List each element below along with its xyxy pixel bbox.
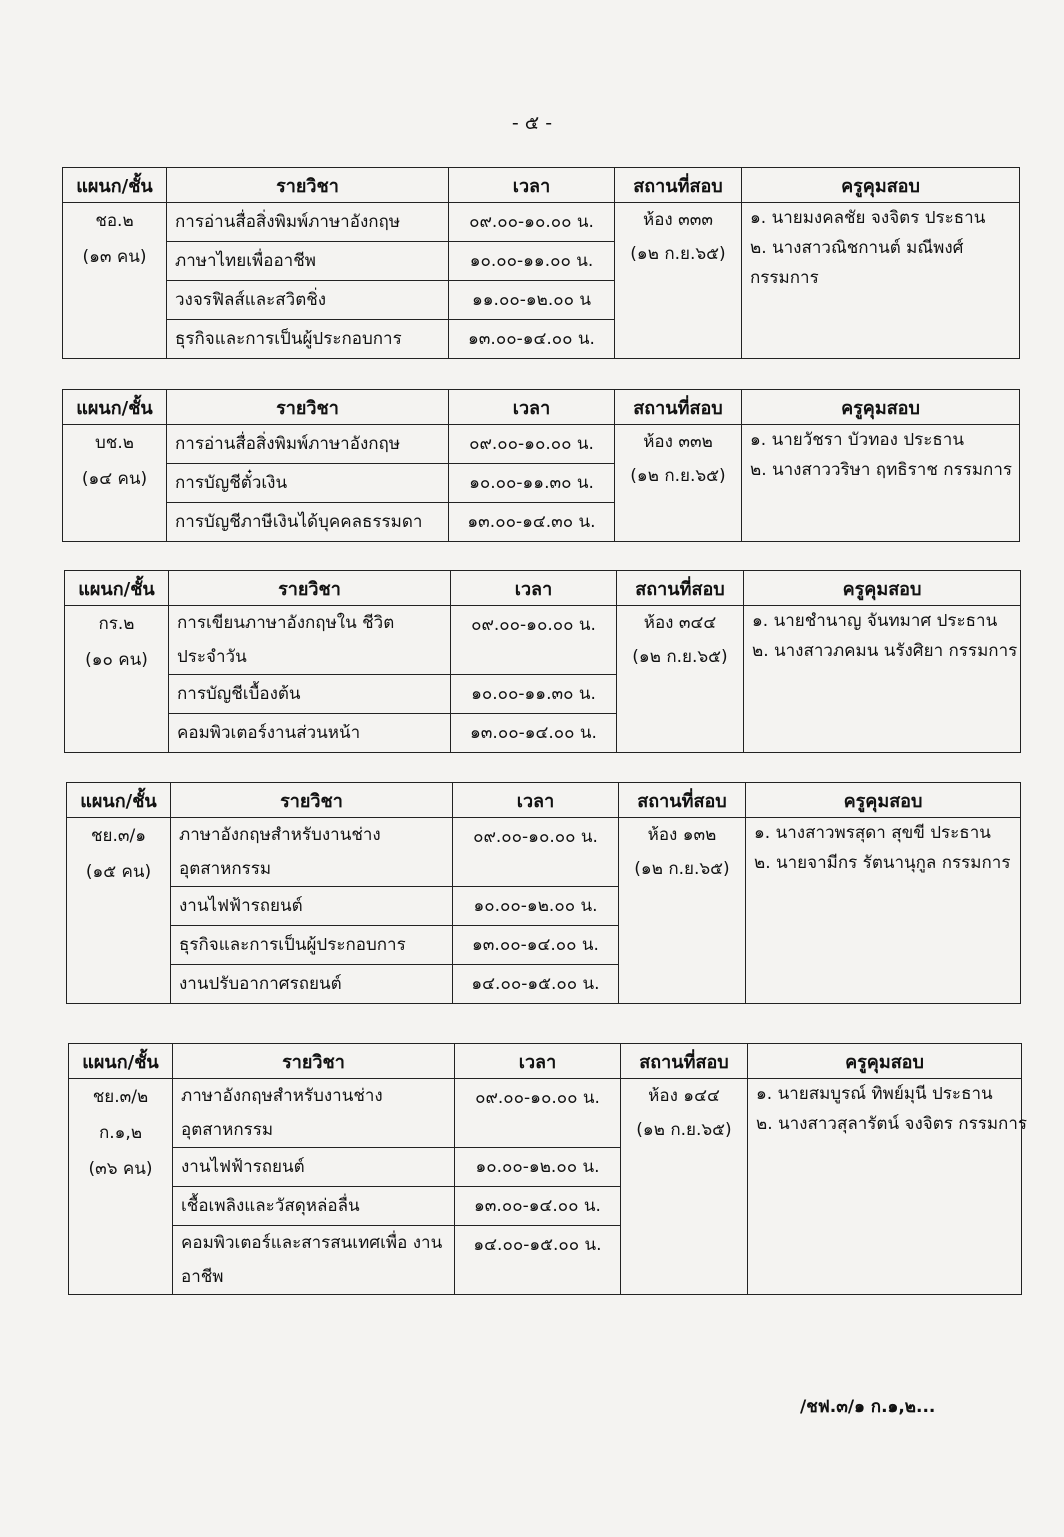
place-line: ห้อง ๓๓๒ bbox=[643, 432, 713, 452]
time-cell: ๑๐.๐๐-๑๑.๐๐ น. bbox=[449, 242, 615, 281]
time-cell: ๑๓.๐๐-๑๔.๐๐ น. bbox=[451, 714, 617, 753]
dept-line: ชย.๓/๑ bbox=[90, 826, 147, 846]
header-row bbox=[67, 783, 1021, 818]
teacher-line: ๒. นางสาวณิชกานต์ มณีพงศ์ bbox=[750, 238, 964, 258]
header-subject: รายวิชา bbox=[167, 168, 449, 203]
header-row bbox=[63, 168, 1020, 203]
time-cell: ๐๙.๐๐-๑๐.๐๐ น. bbox=[455, 1079, 621, 1148]
subject-cell: ภาษาอังกฤษสำหรับงานช่าง อุตสาหกรรม bbox=[171, 818, 453, 887]
subject-cell: ธุรกิจและการเป็นผู้ประกอบการ bbox=[167, 320, 449, 359]
place-line: (๑๒ ก.ย.๖๕) bbox=[632, 647, 728, 667]
dept-cell bbox=[63, 203, 167, 359]
place-cell bbox=[615, 425, 742, 542]
dept-line: (๑๓ คน) bbox=[82, 247, 147, 267]
dept-line: (๑๐ คน) bbox=[85, 650, 148, 670]
time-cell: ๑๔.๐๐-๑๕.๐๐ น. bbox=[455, 1226, 621, 1295]
header-place: สถานที่สอบ bbox=[621, 1044, 748, 1079]
header-place: สถานที่สอบ bbox=[615, 168, 742, 203]
header-subject: รายวิชา bbox=[169, 571, 451, 606]
dept-cell bbox=[65, 606, 169, 753]
time-cell: ๑๓.๐๐-๑๔.๐๐ น. bbox=[449, 320, 615, 359]
teachers-cell bbox=[742, 425, 1020, 542]
dept-line: ชอ.๒ bbox=[95, 211, 134, 231]
teacher-line: ๒. นางสาววริษา ฤทธิราช กรรมการ bbox=[750, 460, 1013, 480]
subject-cell: ธุรกิจและการเป็นผู้ประกอบการ bbox=[171, 926, 453, 965]
teachers-cell bbox=[746, 818, 1021, 1004]
header-teachers: ครูคุมสอบ bbox=[742, 168, 1020, 203]
teacher-line: ๑. นายชำนาญ จันทมาศ ประธาน bbox=[752, 611, 998, 631]
dept-cell bbox=[69, 1079, 173, 1295]
header-teachers: ครูคุมสอบ bbox=[742, 390, 1020, 425]
subject-cell: วงจรฟิลส์และสวิตชิ่ง bbox=[167, 281, 449, 320]
dept-line: กร.๒ bbox=[98, 614, 135, 634]
header-time: เวลา bbox=[455, 1044, 621, 1079]
dept-line: (๓๖ คน) bbox=[88, 1159, 153, 1179]
time-cell: ๑๔.๐๐-๑๕.๐๐ น. bbox=[453, 965, 619, 1004]
time-cell: ๑๓.๐๐-๑๔.๐๐ น. bbox=[453, 926, 619, 965]
time-cell: ๐๙.๐๐-๑๐.๐๐ น. bbox=[453, 818, 619, 887]
header-row bbox=[65, 571, 1021, 606]
place-line: (๑๒ ก.ย.๖๕) bbox=[636, 1120, 732, 1140]
place-cell bbox=[615, 203, 742, 359]
dept-line: (๑๔ คน) bbox=[81, 469, 148, 489]
header-time: เวลา bbox=[449, 390, 615, 425]
header-subject: รายวิชา bbox=[171, 783, 453, 818]
header-time: เวลา bbox=[453, 783, 619, 818]
teacher-line: ๑. นางสาวพรสุดา สุขขี ประธาน bbox=[754, 823, 991, 843]
time-cell: ๑๓.๐๐-๑๔.๐๐ น. bbox=[455, 1187, 621, 1226]
header-teachers: ครูคุมสอบ bbox=[748, 1044, 1022, 1079]
header-time: เวลา bbox=[449, 168, 615, 203]
subject-cell: ภาษาอังกฤษสำหรับงานช่าง อุตสาหกรรม bbox=[173, 1079, 455, 1148]
header-place: สถานที่สอบ bbox=[619, 783, 746, 818]
subject-cell: งานปรับอากาศรถยนต์ bbox=[171, 965, 453, 1004]
teachers-cell bbox=[744, 606, 1021, 753]
time-cell: ๐๙.๐๐-๑๐.๐๐ น. bbox=[449, 203, 615, 242]
header-subject: รายวิชา bbox=[167, 390, 449, 425]
subject-cell: เชื้อเพลิงและวัสดุหล่อลื่น bbox=[173, 1187, 455, 1226]
dept-cell bbox=[63, 425, 167, 542]
header-dept: แผนก/ชั้น bbox=[63, 390, 167, 425]
subject-cell: การเขียนภาษาอังกฤษใน ชีวิตประจำวัน bbox=[169, 606, 451, 675]
exam-table bbox=[62, 389, 1020, 542]
place-line: ห้อง ๑๔๔ bbox=[648, 1086, 720, 1106]
exam-table bbox=[64, 570, 1021, 753]
table-row bbox=[69, 1079, 1022, 1148]
header-dept: แผนก/ชั้น bbox=[67, 783, 171, 818]
place-cell bbox=[617, 606, 744, 753]
header-place: สถานที่สอบ bbox=[615, 390, 742, 425]
dept-line: ชย.๓/๒ bbox=[92, 1087, 149, 1107]
place-cell bbox=[619, 818, 746, 1004]
place-line: ห้อง ๓๓๓ bbox=[643, 210, 713, 230]
header-dept: แผนก/ชั้น bbox=[69, 1044, 173, 1079]
time-cell: ๐๙.๐๐-๑๐.๐๐ น. bbox=[451, 606, 617, 675]
teacher-line: ๑. นายวัชรา บัวทอง ประธาน bbox=[750, 430, 964, 450]
table-row bbox=[63, 203, 1020, 242]
place-line: (๑๒ ก.ย.๖๕) bbox=[630, 466, 726, 486]
place-line: ห้อง ๓๔๔ bbox=[643, 613, 717, 633]
dept-line: ก.๑,๒ bbox=[98, 1123, 143, 1143]
header-row bbox=[63, 390, 1020, 425]
header-place: สถานที่สอบ bbox=[617, 571, 744, 606]
subject-cell: การบัญชีเบื้องต้น bbox=[169, 675, 451, 714]
header-teachers: ครูคุมสอบ bbox=[744, 571, 1021, 606]
time-cell: ๑๐.๐๐-๑๒.๐๐ น. bbox=[453, 887, 619, 926]
subject-cell: คอมพิวเตอร์และสารสนเทศเพื่อ งานอาชีพ bbox=[173, 1226, 455, 1295]
time-cell: ๑๑.๐๐-๑๒.๐๐ น bbox=[449, 281, 615, 320]
table-row bbox=[67, 818, 1021, 887]
header-subject: รายวิชา bbox=[173, 1044, 455, 1079]
teacher-line: ๒. นางสาวสุลารัตน์ จงจิตร กรรมการ bbox=[756, 1114, 1028, 1134]
time-cell: ๑๓.๐๐-๑๔.๓๐ น. bbox=[449, 503, 615, 542]
teachers-cell bbox=[742, 203, 1020, 359]
header-teachers: ครูคุมสอบ bbox=[746, 783, 1021, 818]
header-row bbox=[69, 1044, 1022, 1079]
table-row bbox=[65, 606, 1021, 675]
subject-cell: การอ่านสื่อสิ่งพิมพ์ภาษาอังกฤษ bbox=[167, 203, 449, 242]
place-line: ห้อง ๑๓๒ bbox=[647, 825, 717, 845]
teacher-line: กรรมการ bbox=[750, 268, 819, 288]
teachers-cell bbox=[748, 1079, 1028, 1295]
teacher-line: ๑. นายสมบูรณ์ ทิพย์มุนี ประธาน bbox=[756, 1084, 993, 1104]
dept-line: (๑๕ คน) bbox=[85, 862, 152, 882]
subject-cell: ภาษาไทยเพื่ออาชีพ bbox=[167, 242, 449, 281]
time-cell: ๑๐.๐๐-๑๒.๐๐ น. bbox=[455, 1148, 621, 1187]
subject-cell: งานไฟฟ้ารถยนต์ bbox=[173, 1148, 455, 1187]
subject-cell: งานไฟฟ้ารถยนต์ bbox=[171, 887, 453, 926]
place-cell bbox=[621, 1079, 748, 1295]
header-dept: แผนก/ชั้น bbox=[65, 571, 169, 606]
subject-cell: การบัญชีตั๋วเงิน bbox=[167, 464, 449, 503]
teacher-line: ๑. นายมงคลชัย จงจิตร ประธาน bbox=[750, 208, 986, 228]
subject-cell: การบัญชีภาษีเงินได้บุคคลธรรมดา bbox=[167, 503, 449, 542]
exam-table bbox=[68, 1043, 1028, 1295]
place-line: (๑๒ ก.ย.๖๕) bbox=[634, 859, 730, 879]
dept-cell bbox=[67, 818, 171, 1004]
exam-table bbox=[66, 782, 1021, 1004]
place-line: (๑๒ ก.ย.๖๕) bbox=[630, 244, 726, 264]
continuation-note: /ชฟ.๓/๑ ก.๑,๒... bbox=[800, 1397, 936, 1417]
teacher-line: ๒. นางสาวภคมน นรังศิยา กรรมการ bbox=[752, 641, 1018, 661]
exam-table bbox=[62, 167, 1020, 359]
teacher-line: ๒. นายจามีกร รัตนานุกูล กรรมการ bbox=[754, 853, 1011, 873]
dept-line: บช.๒ bbox=[95, 433, 134, 453]
time-cell: ๐๙.๐๐-๑๐.๐๐ น. bbox=[449, 425, 615, 464]
time-cell: ๑๐.๐๐-๑๑.๓๐ น. bbox=[449, 464, 615, 503]
time-cell: ๑๐.๐๐-๑๑.๓๐ น. bbox=[451, 675, 617, 714]
table-row bbox=[63, 425, 1020, 464]
page-number: - ๕ - bbox=[511, 112, 553, 134]
header-time: เวลา bbox=[451, 571, 617, 606]
subject-cell: คอมพิวเตอร์งานส่วนหน้า bbox=[169, 714, 451, 753]
subject-cell: การอ่านสื่อสิ่งพิมพ์ภาษาอังกฤษ bbox=[167, 425, 449, 464]
header-dept: แผนก/ชั้น bbox=[63, 168, 167, 203]
